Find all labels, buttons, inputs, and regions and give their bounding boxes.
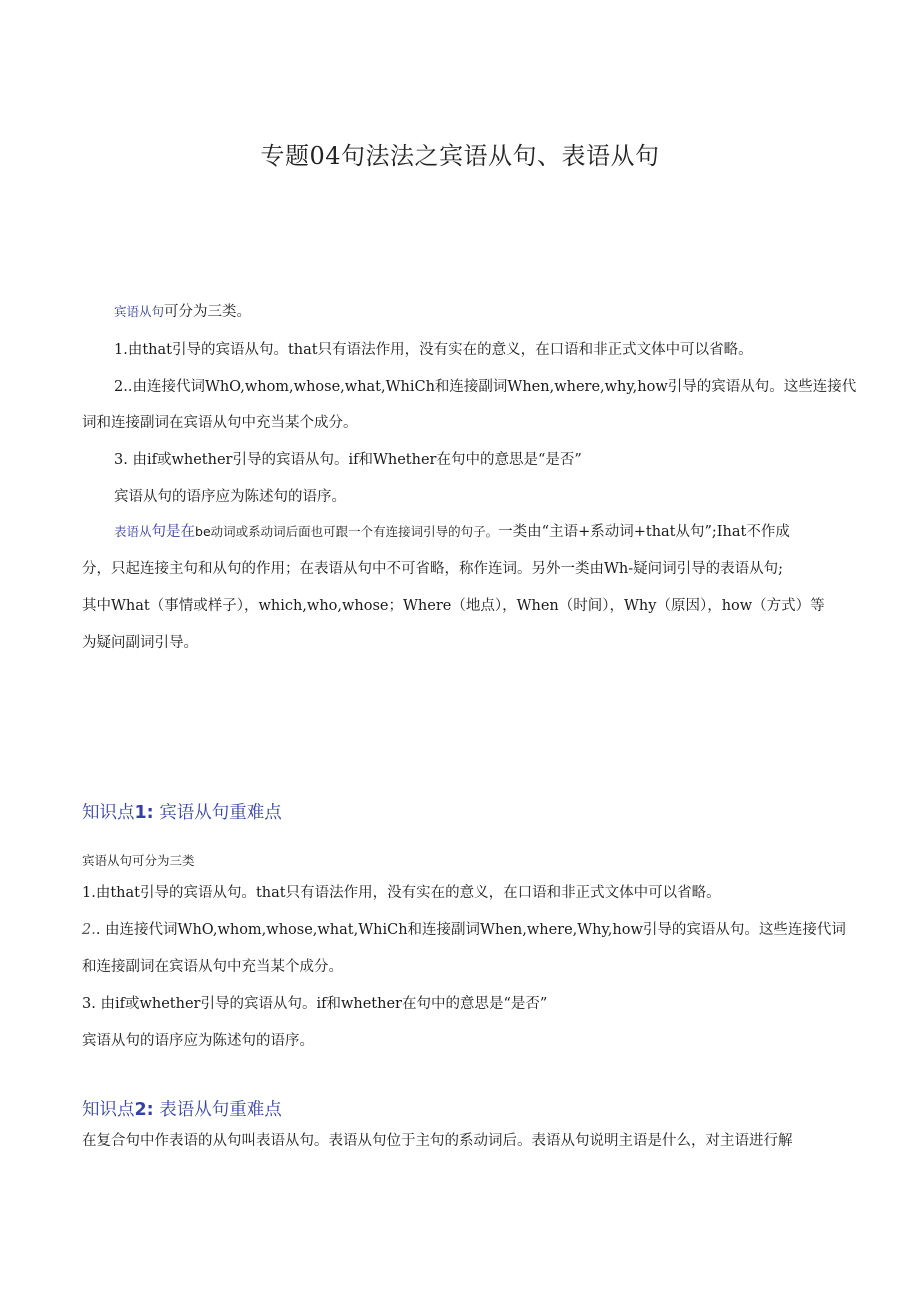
- page-title: 专题04句法法之宾语从句、表语从句: [260, 142, 660, 170]
- section-1-line-5: 宾语从句的语序应为陈述句的语序。: [82, 1033, 314, 1049]
- section-1-line-1: 1.由that引导的宾语从句。that只有语法作用，没有实在的意义，在口语和非正式文体中可以省略。: [82, 885, 721, 901]
- intro-paragraph-6-line-4: 为疑问副词引导。: [82, 635, 198, 651]
- section-1-heading: [82, 799, 282, 824]
- intro-p6-sans-text: be动词或系动词后面也可跟一个有连接词引导的句子。: [195, 524, 499, 539]
- intro-paragraph-4: 3. 由if或whether引导的宾语从句。if和Whether在句中的意思是“是否”: [114, 452, 582, 468]
- section-2-line-1: 在复合句中作表语的从句叫表语从句。表语从句位于主句的系动词后。表语从句说明主语是什么，对主语进行解: [82, 1133, 793, 1149]
- section-1-subheading: 宾语从句可分为三类: [82, 853, 195, 868]
- intro-paragraph-3-line-1: 2..由连接代词WhO,whom,whose,what,WhiCh和连接副词When,where,why,how引导的宾语从句。这些连接代: [114, 379, 857, 395]
- section-2-heading-number: 2:: [134, 1100, 154, 1120]
- predicative-clause-label-2: 句是在: [151, 524, 196, 540]
- section-1-line-2: [82, 920, 846, 940]
- predicative-clause-label: 表语从: [114, 524, 152, 539]
- intro-paragraph-1: [114, 302, 251, 322]
- intro-paragraph-6-line-3: 其中What（事情或样子），which,who,whose；Where（地点），When（时间），Why（原因），how（方式）等: [82, 598, 825, 614]
- section-1-line-2-number: 2.: [82, 922, 96, 938]
- section-2-heading-prefix: 知识点: [82, 1100, 135, 1120]
- section-1-line-3: 和连接副词在宾语从句中充当某个成分。: [82, 959, 343, 975]
- section-1-line-2-text: . 由连接代词WhO,whom,whose,what,WhiCh和连接副词When,where,Why,how引导的宾语从句。这些连接代词: [95, 922, 846, 938]
- section-1-heading-prefix: 知识点: [82, 803, 135, 823]
- section-1-heading-text: 宾语从句重难点: [159, 803, 282, 823]
- section-2-heading: [82, 1096, 282, 1121]
- intro-paragraph-5: 宾语从句的语序应为陈述句的语序。: [114, 489, 346, 505]
- intro-paragraph-6-line-2: 分，只起连接主句和从句的作用；在表语从句中不可省略，称作连词。另外一类由Wh-疑问词引导的表语从句;: [82, 561, 784, 577]
- object-clause-label: 宾语从句: [114, 304, 165, 319]
- intro-paragraph-3-line-2: 词和连接副词在宾语从句中充当某个成分。: [82, 415, 358, 431]
- section-1-heading-number: 1:: [134, 803, 154, 823]
- intro-p6-rest: 一类由“主语+系动词+that从句”;Ihat不作成: [498, 524, 790, 540]
- section-1-line-4: 3. 由if或whether引导的宾语从句。if和whether在句中的意思是“是否”: [82, 996, 548, 1012]
- intro-paragraph-2: 1.由that引导的宾语从句。that只有语法作用，没有实在的意义，在口语和非正式文体中可以省略。: [114, 342, 753, 358]
- intro-p1-text: 可分为三类。: [164, 304, 252, 320]
- section-2-heading-text: 表语从句重难点: [159, 1100, 282, 1120]
- intro-paragraph-6-line-1: [114, 522, 790, 542]
